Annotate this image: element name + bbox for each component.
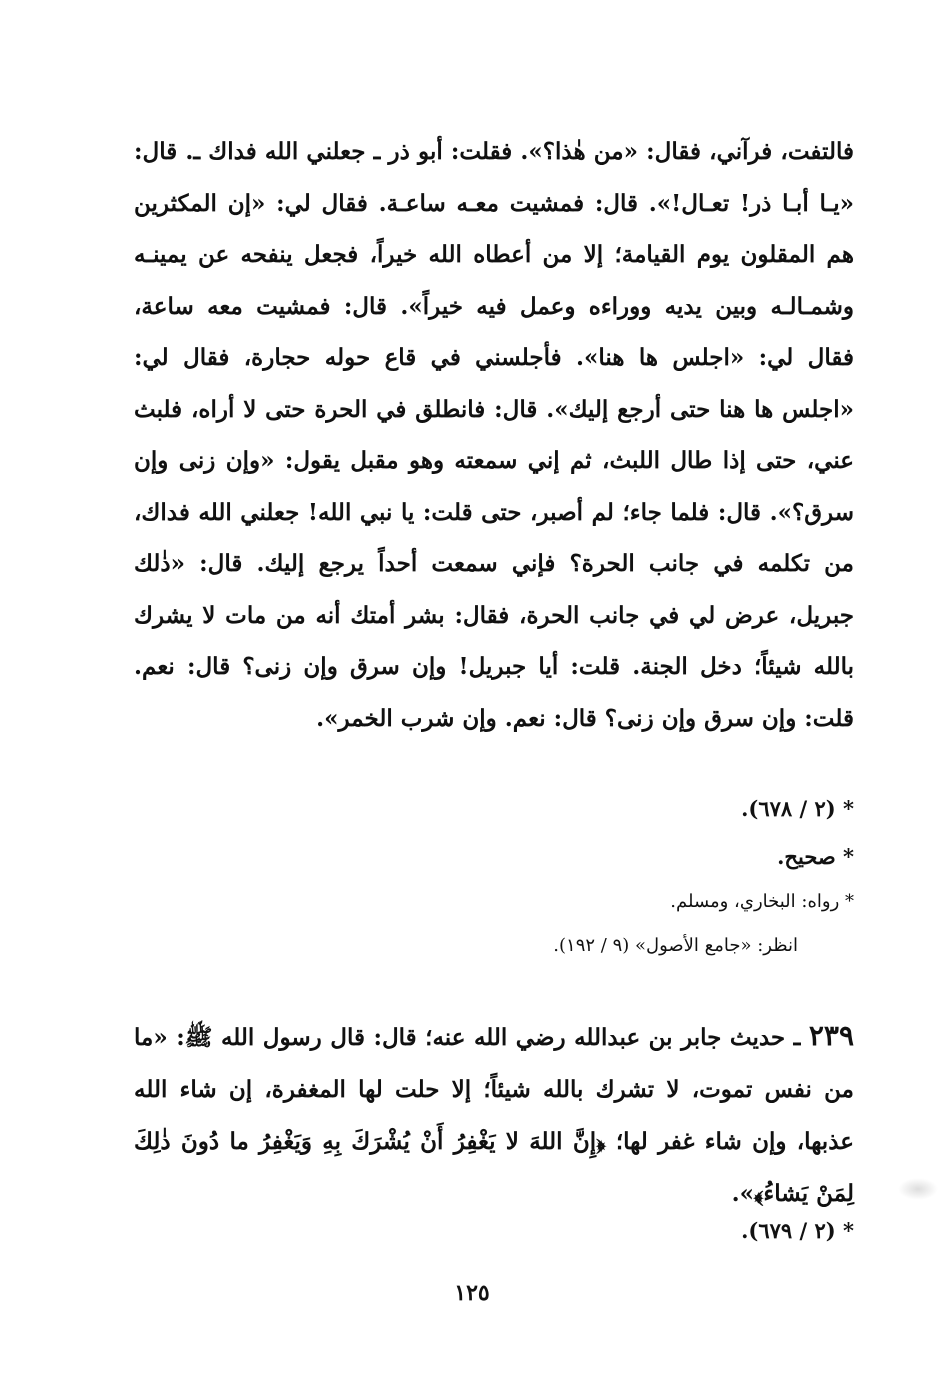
reference-note-2: * (٢ / ٦٧٩). — [741, 1218, 854, 1243]
see-also-note: انظر: «جامع الأصول» (٩ / ١٩٢). — [553, 935, 798, 956]
grade-note: * صحيح. — [777, 844, 854, 869]
hadith-number: ٢٣٩ — [808, 1019, 854, 1052]
hadith-239-paragraph — [134, 1010, 854, 1220]
hadith-paragraph: فالتفت، فرآني، فقال: «من هٰذا؟». فقلت: أبو ذر ـ جعلني الله فداك ـ. قال: «يـا أبـا ذر! تعـال!». قال: فمشيت معـه ساعـة. فقال لي: «إن المكثرين هم المقلون يوم القيامة؛ إلا من أعطاه الله خيراً، فجعل ينفحه عن يمينـه وشمـالـه وبين يديه ووراءه وعمل فيه خيراً». قال: فمشيت معه ساعة، فقال لي: «اجلس ها هنا». فأجلسني في قاع حوله حجارة، فقال لي: «اجلس ها هنا حتى أرجع إليك». قال: فانطلق في الحرة حتى لا أراه، فلبث عني، حتى إذا طال اللبث، ثم إني سمعته وهو مقبل يقول: «وإن زنى وإن سرق؟». قال: فلما جاء؛ لم أصبر، حتى قلت: يا نبي الله! جعلني الله فداك، من تكلمه في جانب الحرة؟ فإني سمعت أحداً يرجع إليك. قال: «ذٰلك جبريل، عرض لي في جانب الحرة، فقال: بشر أمتك أنه من مات لا يشرك بالله شيئاً؛ دخل الجنة. قلت: أيا جبريل! وإن سرق وإن زنى؟ قال: نعم. قلت: وإن سرق وإن زنى؟ قال: نعم. وإن شرب الخمر». — [134, 138, 854, 732]
hadith-239-text: ـ حديث جابر بن عبدالله رضي الله عنه؛ قال: قال رسول الله ﷺ: «ما من نفس تموت، لا تشرك بالله شيئاً؛ إلا حلت لها المغفرة، إن شاء الله عذبها، وإن شاء غفر لها؛ ﴿إِنَّ اللهَ لا يَغْفِرُ أَنْ يُشْرَكَ بِهِ وَيَغْفِرُ ما دُونَ ذٰلِكَ لِمَنْ يَشاءُ﴾». — [134, 1024, 854, 1207]
page-number: ١٢٥ — [454, 1280, 490, 1306]
narrators-note: * رواه: البخاري، ومسلم. — [670, 891, 854, 912]
scan-smudge — [898, 1178, 938, 1200]
reference-note: * (٢ / ٦٧٨). — [741, 796, 854, 821]
